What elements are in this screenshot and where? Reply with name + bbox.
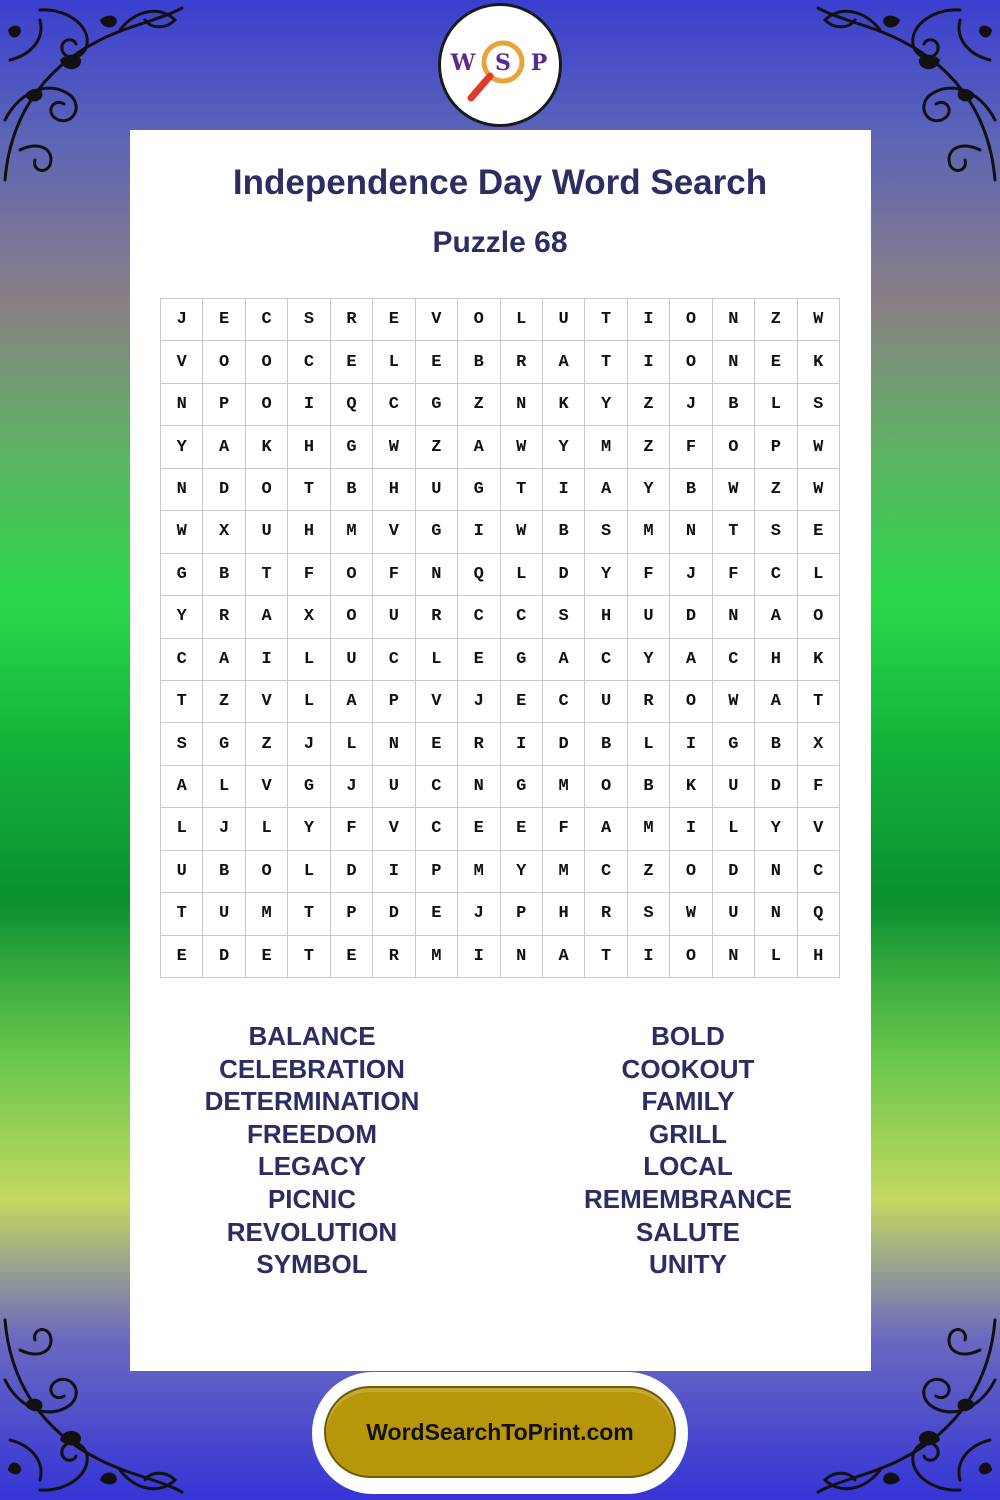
grid-cell[interactable]: Z xyxy=(628,426,670,468)
grid-cell[interactable]: I xyxy=(458,936,500,978)
grid-cell[interactable]: N xyxy=(713,936,755,978)
grid-cell[interactable]: L xyxy=(331,723,373,765)
grid-cell[interactable]: W xyxy=(713,681,755,723)
grid-cell[interactable]: R xyxy=(331,299,373,341)
grid-cell[interactable]: F xyxy=(331,808,373,850)
grid-cell[interactable]: U xyxy=(713,766,755,808)
grid-cell[interactable]: K xyxy=(246,426,288,468)
grid-cell[interactable]: A xyxy=(755,596,797,638)
word-list-item: REVOLUTION xyxy=(226,1216,398,1247)
grid-cell[interactable]: B xyxy=(670,469,712,511)
grid-cell[interactable]: J xyxy=(670,554,712,596)
grid-cell[interactable]: U xyxy=(373,766,415,808)
grid-cell[interactable]: J xyxy=(331,766,373,808)
word-list-item: SYMBOL xyxy=(256,1249,368,1280)
grid-cell[interactable]: V xyxy=(416,299,458,341)
grid-cell[interactable]: N xyxy=(755,851,797,893)
grid-cell[interactable]: I xyxy=(501,723,543,765)
grid-cell[interactable]: E xyxy=(501,808,543,850)
grid-cell[interactable]: H xyxy=(798,936,840,978)
grid-cell[interactable]: W xyxy=(501,426,543,468)
grid-cell[interactable]: X xyxy=(203,511,245,553)
grid-cell[interactable]: J xyxy=(670,384,712,426)
grid-cell[interactable]: U xyxy=(713,893,755,935)
grid-cell[interactable]: D xyxy=(543,554,585,596)
grid-cell[interactable]: G xyxy=(416,384,458,426)
grid-cell[interactable]: O xyxy=(713,426,755,468)
grid-cell[interactable]: N xyxy=(713,341,755,383)
grid-cell[interactable]: M xyxy=(585,426,627,468)
grid-cell[interactable]: H xyxy=(755,639,797,681)
grid-cell[interactable]: E xyxy=(246,936,288,978)
grid-cell[interactable]: K xyxy=(798,639,840,681)
word-list-item: BALANCE xyxy=(248,1021,376,1051)
grid-cell[interactable]: Z xyxy=(416,426,458,468)
grid-cell[interactable]: S xyxy=(161,723,203,765)
grid-cell[interactable]: W xyxy=(798,299,840,341)
logo-letter-s: S xyxy=(495,50,511,76)
grid-cell[interactable]: F xyxy=(543,808,585,850)
grid-cell[interactable]: B xyxy=(458,341,500,383)
grid-cell[interactable]: C xyxy=(501,596,543,638)
grid-cell[interactable]: P xyxy=(373,681,415,723)
grid-cell[interactable]: P xyxy=(755,426,797,468)
word-list-item: PICNIC xyxy=(267,1183,357,1214)
grid-cell[interactable]: E xyxy=(331,936,373,978)
grid-cell[interactable]: O xyxy=(331,554,373,596)
grid-cell[interactable]: Y xyxy=(543,426,585,468)
grid-cell[interactable]: C xyxy=(798,851,840,893)
grid-cell[interactable]: V xyxy=(373,808,415,850)
grid-cell[interactable]: W xyxy=(161,511,203,553)
grid-cell[interactable]: N xyxy=(373,723,415,765)
grid-cell[interactable]: T xyxy=(798,681,840,723)
grid-cell[interactable]: A xyxy=(755,681,797,723)
grid-cell[interactable]: H xyxy=(288,426,330,468)
grid-cell[interactable]: Z xyxy=(246,723,288,765)
grid-cell[interactable]: J xyxy=(458,681,500,723)
grid-cell[interactable]: E xyxy=(203,299,245,341)
grid-cell[interactable]: O xyxy=(246,469,288,511)
grid-cell[interactable]: M xyxy=(628,808,670,850)
grid-cell[interactable]: Y xyxy=(501,851,543,893)
grid-cell[interactable]: R xyxy=(458,723,500,765)
grid-cell[interactable]: H xyxy=(585,596,627,638)
grid-cell[interactable]: L xyxy=(373,341,415,383)
grid-cell[interactable]: H xyxy=(543,893,585,935)
grid-cell[interactable]: U xyxy=(161,851,203,893)
grid-cell[interactable]: Z xyxy=(203,681,245,723)
grid-cell[interactable]: P xyxy=(203,384,245,426)
grid-cell[interactable]: G xyxy=(458,469,500,511)
grid-cell[interactable]: A xyxy=(543,639,585,681)
site-logo[interactable] xyxy=(438,3,562,127)
grid-cell[interactable]: G xyxy=(161,554,203,596)
grid-cell[interactable]: T xyxy=(501,469,543,511)
word-list-item: UNITY xyxy=(649,1249,727,1280)
grid-cell[interactable]: E xyxy=(161,936,203,978)
grid-cell[interactable]: W xyxy=(501,511,543,553)
grid-cell[interactable]: P xyxy=(416,851,458,893)
grid-cell[interactable]: F xyxy=(288,554,330,596)
grid-cell[interactable]: J xyxy=(161,299,203,341)
website-link-button[interactable]: WordSearchToPrint.com xyxy=(324,1386,676,1478)
grid-cell[interactable]: N xyxy=(416,554,458,596)
grid-cell[interactable]: S xyxy=(628,893,670,935)
grid-cell[interactable]: K xyxy=(670,766,712,808)
word-list-item: FAMILY xyxy=(641,1086,735,1117)
logo-letter-w: W xyxy=(450,50,476,76)
grid-cell[interactable]: R xyxy=(373,936,415,978)
grid-cell[interactable]: D xyxy=(670,596,712,638)
grid-cell[interactable]: C xyxy=(416,808,458,850)
grid-cell[interactable]: G xyxy=(331,426,373,468)
page-title: Independence Day Word Search xyxy=(232,163,768,202)
grid-cell[interactable]: O xyxy=(670,341,712,383)
grid-cell[interactable]: W xyxy=(713,469,755,511)
grid-cell[interactable]: Y xyxy=(628,639,670,681)
grid-cell[interactable]: Q xyxy=(798,893,840,935)
grid-cell[interactable]: L xyxy=(203,766,245,808)
grid-cell[interactable]: J xyxy=(288,723,330,765)
grid-cell[interactable]: I xyxy=(670,808,712,850)
grid-cell[interactable]: G xyxy=(713,723,755,765)
word-list-item: LEGACY xyxy=(257,1151,367,1182)
grid-cell[interactable]: N xyxy=(713,299,755,341)
grid-cell[interactable]: T xyxy=(585,299,627,341)
grid-cell[interactable]: L xyxy=(501,299,543,341)
grid-cell[interactable]: M xyxy=(246,893,288,935)
grid-cell[interactable]: O xyxy=(798,596,840,638)
grid-cell[interactable]: T xyxy=(161,893,203,935)
grid-cell[interactable]: C xyxy=(543,681,585,723)
grid-cell[interactable]: P xyxy=(331,893,373,935)
grid-cell[interactable]: G xyxy=(501,766,543,808)
grid-cell[interactable]: B xyxy=(628,766,670,808)
grid-cell[interactable]: V xyxy=(161,341,203,383)
grid-cell[interactable]: C xyxy=(755,554,797,596)
grid-cell[interactable]: L xyxy=(288,639,330,681)
grid-cell[interactable]: O xyxy=(670,851,712,893)
grid-cell[interactable]: G xyxy=(501,639,543,681)
grid-cell[interactable]: N xyxy=(161,384,203,426)
grid-cell[interactable]: I xyxy=(543,469,585,511)
word-list-item: BOLD xyxy=(651,1021,725,1051)
grid-cell[interactable]: T xyxy=(288,469,330,511)
word-list-item: SALUTE xyxy=(636,1216,740,1247)
grid-cell[interactable]: D xyxy=(203,469,245,511)
grid-cell[interactable]: Q xyxy=(458,554,500,596)
grid-cell[interactable]: M xyxy=(416,936,458,978)
grid-cell[interactable]: I xyxy=(246,639,288,681)
grid-cell[interactable]: A xyxy=(670,639,712,681)
grid-cell[interactable]: A xyxy=(203,426,245,468)
grid-cell[interactable]: D xyxy=(755,766,797,808)
word-list-left xyxy=(162,1020,462,1281)
grid-cell[interactable]: A xyxy=(203,639,245,681)
grid-cell[interactable]: F xyxy=(798,766,840,808)
grid-cell[interactable]: E xyxy=(416,893,458,935)
grid-cell[interactable]: N xyxy=(501,384,543,426)
grid-cell[interactable]: W xyxy=(798,426,840,468)
grid-cell[interactable]: O xyxy=(670,936,712,978)
grid-cell[interactable]: Z xyxy=(458,384,500,426)
grid-cell[interactable]: U xyxy=(543,299,585,341)
grid-cell[interactable]: I xyxy=(458,511,500,553)
grid-cell[interactable]: O xyxy=(246,341,288,383)
grid-cell[interactable]: L xyxy=(628,723,670,765)
grid-cell[interactable]: B xyxy=(203,851,245,893)
grid-cell[interactable]: A xyxy=(161,766,203,808)
grid-cell[interactable]: E xyxy=(373,299,415,341)
grid-cell[interactable]: V xyxy=(246,681,288,723)
grid-cell[interactable]: I xyxy=(670,723,712,765)
grid-cell[interactable]: L xyxy=(501,554,543,596)
grid-cell[interactable]: I xyxy=(288,384,330,426)
grid-cell[interactable]: R xyxy=(416,596,458,638)
grid-cell[interactable]: Q xyxy=(331,384,373,426)
grid-cell[interactable]: G xyxy=(416,511,458,553)
grid-cell[interactable]: O xyxy=(458,299,500,341)
grid-cell[interactable]: B xyxy=(585,723,627,765)
grid-cell[interactable]: R xyxy=(585,893,627,935)
grid-cell[interactable]: G xyxy=(203,723,245,765)
grid-cell[interactable]: S xyxy=(798,384,840,426)
grid-cell[interactable]: O xyxy=(585,766,627,808)
grid-cell[interactable]: U xyxy=(203,893,245,935)
grid-cell[interactable]: C xyxy=(713,639,755,681)
grid-cell[interactable]: V xyxy=(246,766,288,808)
grid-cell[interactable]: E xyxy=(416,341,458,383)
grid-cell[interactable]: C xyxy=(458,596,500,638)
grid-cell[interactable]: B xyxy=(331,469,373,511)
grid-cell[interactable]: E xyxy=(416,723,458,765)
grid-cell[interactable]: E xyxy=(458,639,500,681)
grid-cell[interactable]: D xyxy=(373,893,415,935)
grid-cell[interactable]: Z xyxy=(755,299,797,341)
grid-cell[interactable]: N xyxy=(458,766,500,808)
grid-cell[interactable]: W xyxy=(373,426,415,468)
grid-cell[interactable]: A xyxy=(585,808,627,850)
grid-cell[interactable]: L xyxy=(755,384,797,426)
grid-cell[interactable]: Y xyxy=(288,808,330,850)
grid-cell[interactable]: U xyxy=(585,681,627,723)
word-list-item: LOCAL xyxy=(643,1151,733,1182)
grid-cell[interactable]: M xyxy=(628,511,670,553)
grid-cell[interactable]: O xyxy=(670,681,712,723)
grid-cell[interactable]: T xyxy=(161,681,203,723)
grid-cell[interactable]: T xyxy=(585,341,627,383)
grid-cell[interactable]: A xyxy=(543,341,585,383)
grid-cell[interactable]: N xyxy=(161,469,203,511)
grid-cell[interactable]: V xyxy=(373,511,415,553)
grid-cell[interactable]: W xyxy=(670,893,712,935)
magnifier-icon xyxy=(441,6,559,124)
grid-cell[interactable]: J xyxy=(203,808,245,850)
grid-cell[interactable]: E xyxy=(458,808,500,850)
grid-cell[interactable]: Y xyxy=(585,554,627,596)
grid-cell[interactable]: A xyxy=(585,469,627,511)
logo-letter-p: P xyxy=(530,50,548,76)
grid-cell[interactable]: M xyxy=(458,851,500,893)
grid-cell[interactable]: D xyxy=(543,723,585,765)
grid-cell[interactable]: F xyxy=(670,426,712,468)
grid-cell[interactable]: M xyxy=(543,851,585,893)
grid-cell[interactable]: N xyxy=(755,893,797,935)
grid-cell[interactable]: D xyxy=(331,851,373,893)
grid-cell[interactable]: A xyxy=(331,681,373,723)
grid-cell[interactable]: N xyxy=(501,936,543,978)
grid-cell[interactable]: D xyxy=(203,936,245,978)
grid-cell[interactable]: E xyxy=(798,511,840,553)
grid-cell[interactable]: I xyxy=(373,851,415,893)
grid-cell[interactable]: C xyxy=(246,299,288,341)
grid-cell[interactable]: H xyxy=(288,511,330,553)
grid-cell[interactable]: U xyxy=(246,511,288,553)
grid-cell[interactable]: P xyxy=(501,893,543,935)
grid-cell[interactable]: G xyxy=(288,766,330,808)
grid-cell[interactable]: R xyxy=(203,596,245,638)
grid-cell[interactable]: M xyxy=(543,766,585,808)
grid-cell[interactable]: J xyxy=(458,893,500,935)
grid-cell[interactable]: O xyxy=(331,596,373,638)
grid-cell[interactable]: R xyxy=(628,681,670,723)
grid-cell[interactable]: Y xyxy=(161,426,203,468)
grid-cell[interactable]: C xyxy=(585,639,627,681)
grid-cell[interactable]: K xyxy=(543,384,585,426)
grid-cell[interactable]: O xyxy=(246,384,288,426)
grid-cell[interactable]: I xyxy=(628,341,670,383)
word-list-item: FREEDOM xyxy=(247,1118,377,1149)
grid-cell[interactable]: A xyxy=(458,426,500,468)
grid-cell[interactable]: C xyxy=(585,851,627,893)
grid-cell[interactable]: N xyxy=(713,596,755,638)
grid-cell[interactable]: B xyxy=(755,723,797,765)
word-list-item: COOKOUT xyxy=(621,1053,755,1084)
word-list-item: CELEBRATION xyxy=(219,1053,405,1084)
grid-cell[interactable]: S xyxy=(288,299,330,341)
grid-cell[interactable]: V xyxy=(416,681,458,723)
grid-cell[interactable]: T xyxy=(288,893,330,935)
grid-cell[interactable]: X xyxy=(288,596,330,638)
puzzle-number: Puzzle 68 xyxy=(432,226,568,259)
grid-cell[interactable]: O xyxy=(246,851,288,893)
grid-cell[interactable]: L xyxy=(161,808,203,850)
grid-cell[interactable]: O xyxy=(203,341,245,383)
grid-cell[interactable]: T xyxy=(585,936,627,978)
grid-cell[interactable]: M xyxy=(331,511,373,553)
grid-cell[interactable]: U xyxy=(416,469,458,511)
grid-cell[interactable]: Y xyxy=(755,808,797,850)
grid-cell[interactable]: Y xyxy=(585,384,627,426)
grid-cell[interactable]: E xyxy=(331,341,373,383)
grid-cell[interactable]: D xyxy=(713,851,755,893)
grid-cell[interactable]: K xyxy=(798,341,840,383)
grid-cell[interactable]: L xyxy=(755,936,797,978)
grid-cell[interactable]: C xyxy=(373,384,415,426)
word-list-right xyxy=(538,1020,838,1281)
grid-cell[interactable]: E xyxy=(755,341,797,383)
grid-cell[interactable]: T xyxy=(713,511,755,553)
word-list-item: GRILL xyxy=(649,1118,727,1149)
grid-cell[interactable]: E xyxy=(501,681,543,723)
grid-cell[interactable]: S xyxy=(755,511,797,553)
grid-cell[interactable]: T xyxy=(288,936,330,978)
grid-cell[interactable]: B xyxy=(713,384,755,426)
grid-cell[interactable]: R xyxy=(501,341,543,383)
grid-cell[interactable]: F xyxy=(713,554,755,596)
grid-cell[interactable]: F xyxy=(373,554,415,596)
grid-cell[interactable]: L xyxy=(246,808,288,850)
grid-cell[interactable]: A xyxy=(543,936,585,978)
grid-cell[interactable]: U xyxy=(373,596,415,638)
grid-cell[interactable]: C xyxy=(373,639,415,681)
grid-cell[interactable]: H xyxy=(373,469,415,511)
grid-cell[interactable]: S xyxy=(585,511,627,553)
grid-cell[interactable]: V xyxy=(798,808,840,850)
grid-cell[interactable]: B xyxy=(543,511,585,553)
grid-cell[interactable]: W xyxy=(798,469,840,511)
grid-cell[interactable]: C xyxy=(288,341,330,383)
grid-cell[interactable]: N xyxy=(670,511,712,553)
grid-cell[interactable]: L xyxy=(288,681,330,723)
grid-cell[interactable]: F xyxy=(628,554,670,596)
grid-cell[interactable]: L xyxy=(798,554,840,596)
grid-cell[interactable]: L xyxy=(288,851,330,893)
grid-cell[interactable]: U xyxy=(628,596,670,638)
grid-cell[interactable]: B xyxy=(203,554,245,596)
word-list-item: REMEMBRANCE xyxy=(584,1183,792,1214)
grid-cell[interactable]: L xyxy=(416,639,458,681)
grid-cell[interactable]: Y xyxy=(628,469,670,511)
grid-cell[interactable]: Z xyxy=(755,469,797,511)
grid-cell[interactable]: U xyxy=(331,639,373,681)
grid-cell[interactable]: S xyxy=(543,596,585,638)
grid-cell[interactable]: Z xyxy=(628,851,670,893)
grid-cell[interactable]: Y xyxy=(161,596,203,638)
grid-cell[interactable]: Z xyxy=(628,384,670,426)
grid-cell[interactable]: I xyxy=(628,936,670,978)
letter-grid xyxy=(160,298,840,978)
grid-cell[interactable]: C xyxy=(161,639,203,681)
word-list-item: DETERMINATION xyxy=(204,1086,420,1117)
grid-cell[interactable]: I xyxy=(628,299,670,341)
grid-cell[interactable]: O xyxy=(670,299,712,341)
grid-cell[interactable]: A xyxy=(246,596,288,638)
grid-cell[interactable]: T xyxy=(246,554,288,596)
grid-cell[interactable]: C xyxy=(416,766,458,808)
grid-cell[interactable]: X xyxy=(798,723,840,765)
grid-cell[interactable]: L xyxy=(713,808,755,850)
